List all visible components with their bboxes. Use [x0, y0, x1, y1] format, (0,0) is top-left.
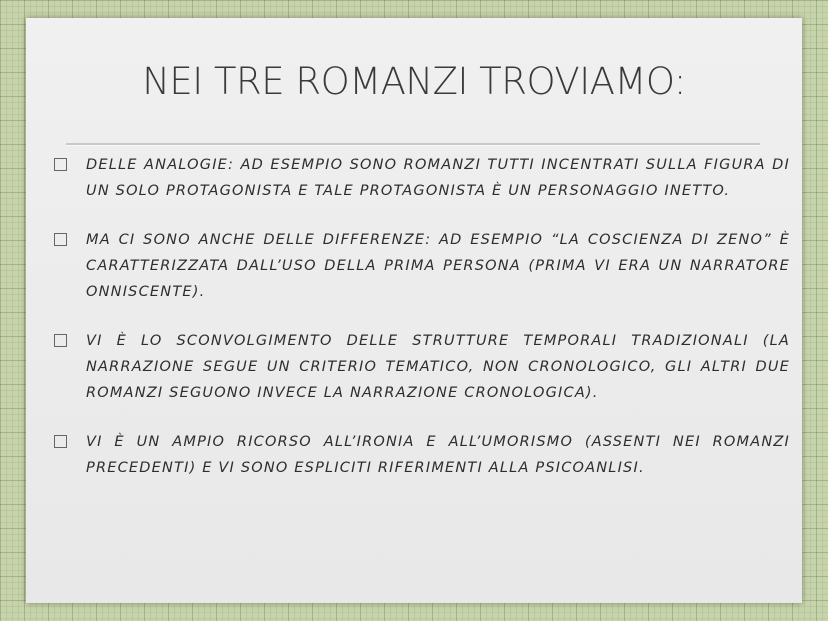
checkbox-bullet-icon [54, 435, 67, 448]
bullet-text: MA CI SONO ANCHE DELLE DIFFERENZE: AD ESEMPIO “LA COSCIENZA DI ZENO” È CARATTERIZZATA DALL’USO DELLA PRIMA PERSONA (PRIMA VI ERA UN NARRATORE ONNISCENTE). [86, 232, 790, 300]
slide-title: NEI TRE ROMANZI TROVIAMO: [142, 60, 686, 103]
bullet-item [54, 429, 790, 481]
bullet-item [54, 227, 790, 305]
bullet-text: VI È UN AMPIO RICORSO ALL’IRONIA E ALL’UMORISMO (ASSENTI NEI ROMANZI PRECEDENTI) E VI SONO ESPLICITI RIFERIMENTI ALLA PSICOANLISI. [86, 434, 790, 476]
bullet-text: VI È LO SCONVOLGIMENTO DELLE STRUTTURE TEMPORALI TRADIZIONALI (LA NARRAZIONE SEGUE UN CRITERIO TEMATICO, NON CRONOLOGICO, GLI ALTRI DUE ROMANZI SEGUONO INVECE LA NARRAZIONE CRONOLOGICA). [86, 333, 790, 401]
checkbox-bullet-icon [54, 233, 67, 246]
slide [26, 18, 802, 603]
bullet-item [54, 328, 790, 406]
bullet-item [54, 152, 790, 204]
bullet-text: DELLE ANALOGIE: AD ESEMPIO SONO ROMANZI TUTTI INCENTRATI SULLA FIGURA DI UN SOLO PROTAGONISTA E TALE PROTAGONISTA È UN PERSONAGGIO INETTO. [86, 157, 790, 199]
checkbox-bullet-icon [54, 334, 67, 347]
title-divider [66, 143, 760, 146]
bullet-list [54, 152, 790, 504]
checkbox-bullet-icon [54, 158, 67, 171]
